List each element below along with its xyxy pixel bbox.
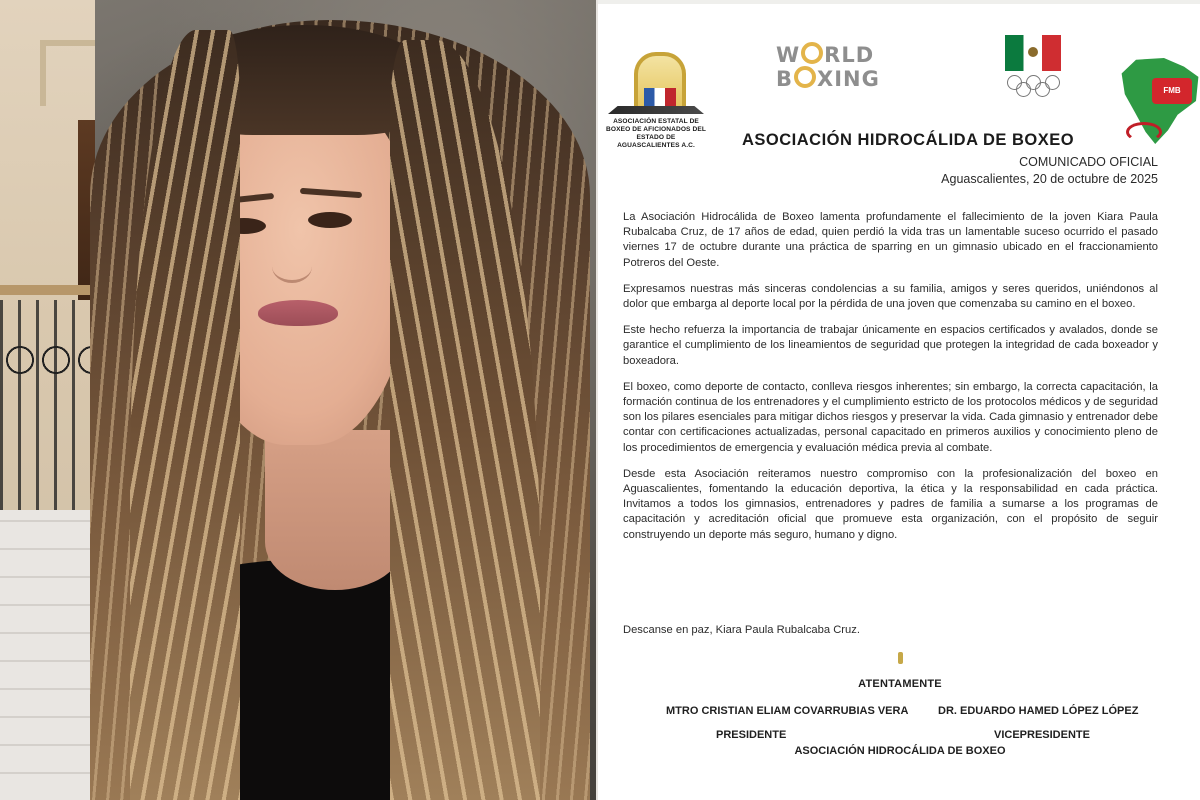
world-boxing-text-w: W [776,43,801,67]
eagle-emblem-icon [1028,47,1038,57]
signer-president-name: MTRO CRISTIAN ELIAM COVARRUBIAS VERA [666,705,909,717]
document-subtitle: COMUNICADO OFICIAL [1019,155,1158,169]
paragraph: La Asociación Hidrocálida de Boxeo lamenta profundamente el fallecimiento de la joven Kiara Paula Rubalcaba Cruz, de 17 años de edad, quien perdió la vida tras un lamentable suceso ocurrido el pasado viernes 17 de octubre durante una práctica de sparring en un gimnasio ubicado en el fraccionamiento Potreros del Oeste. [623,211,1158,269]
state-association-logo [606,52,706,150]
document-body [623,210,1158,554]
official-statement-document [596,0,1200,800]
world-boxing-text-b: B [776,67,794,91]
olympic-ring-icon [1035,82,1050,97]
association-logo-text: ASOCIACIÓN ESTATAL DE BOXEO DE AFICIONADOS DEL ESTADO DE AGUASCALIENTES A.C. [606,118,706,149]
mouth [258,300,338,326]
document-top-border [598,0,1200,4]
ring-o-icon [801,42,823,64]
world-boxing-logo [776,42,901,90]
signer-vicepresident-name: DR. EDUARDO HAMED LÓPEZ LÓPEZ [938,705,1139,717]
fmb-badge: FMB [1152,78,1192,104]
emblem-base-icon [608,106,704,114]
ring-o-icon [794,66,816,88]
portrait-photo [0,0,596,800]
document-title: ASOCIACIÓN HIDROCÁLIDA DE BOXEO [742,131,1075,149]
document-header-meta [941,154,1158,188]
farewell-line: Descanse en paz, Kiara Paula Rubalcaba Cruz. [623,624,860,636]
arch-emblem-icon [634,52,686,108]
olympic-ring-icon [1016,82,1031,97]
mexican-olympic-committee-logo [1005,35,1063,99]
flag-stripes-icon [644,88,676,106]
paragraph: Desde esta Asociación reiteramos nuestro compromiso con la profesionalización del boxeo en Aguascalientes, fomentando la educación deportiva, la ética y la responsabilidad en cada práctica. Invitamos a todos los gimnasios, entrenadores y padres de familia a sumarse a los programas de capacitación y acreditación oficial que promueve esta organización, con el propósito de seguir construyendo un deporte más seguro, humano y digno. [623,467,1158,541]
place-date: Aguascalientes, 20 de octubre de 2025 [941,172,1158,186]
right-eye [308,212,352,228]
paragraph: El boxeo, como deporte de contacto, conlleva riesgos inherentes; sin embargo, la correcta capacitación, la formación continua de los entrenadores y el cumplimiento estricto de los protocolos médicos y de seguridad son los pilares esenciales para mitigar dichos riesgos y preservar la vida. Cada gimnasio y entrenador debe contar con certificaciones actualizadas, personal capacitado en primeros auxilios y conocimiento pleno de los procedimientos de emergencia y evaluación médica previa al combate. [623,380,1158,454]
world-boxing-text-rld: RLD [824,43,875,67]
signing-organization: ASOCIACIÓN HIDROCÁLIDA DE BOXEO [794,745,1006,757]
mexico-flag-icon [1005,35,1061,71]
olympic-rings-icon [1005,75,1061,99]
ribbon-icon [1126,122,1162,142]
neck [265,430,405,590]
memorial-cross-icon [898,652,903,664]
signoff: ATENTAMENTE [858,678,942,690]
world-boxing-text-xing: XING [817,67,880,91]
paragraph: Este hecho refuerza la importancia de trabajar únicamente en espacios certificados y avalados, donde se garantice el cumplimiento de los lineamientos de seguridad que protegen la integridad de cada boxeador y boxeadora. [623,324,1158,367]
signer-vicepresident-role: VICEPRESIDENTE [994,729,1090,741]
nose [272,250,312,283]
signer-president-role: PRESIDENTE [716,729,787,741]
paragraph: Expresamos nuestras más sinceras condolencias a su familia, amigos y seres queridos, uniéndonos al dolor que embarga al deporte local por la pérdida de una joven que comenzaba su camino en el boxeo. [623,282,1158,311]
